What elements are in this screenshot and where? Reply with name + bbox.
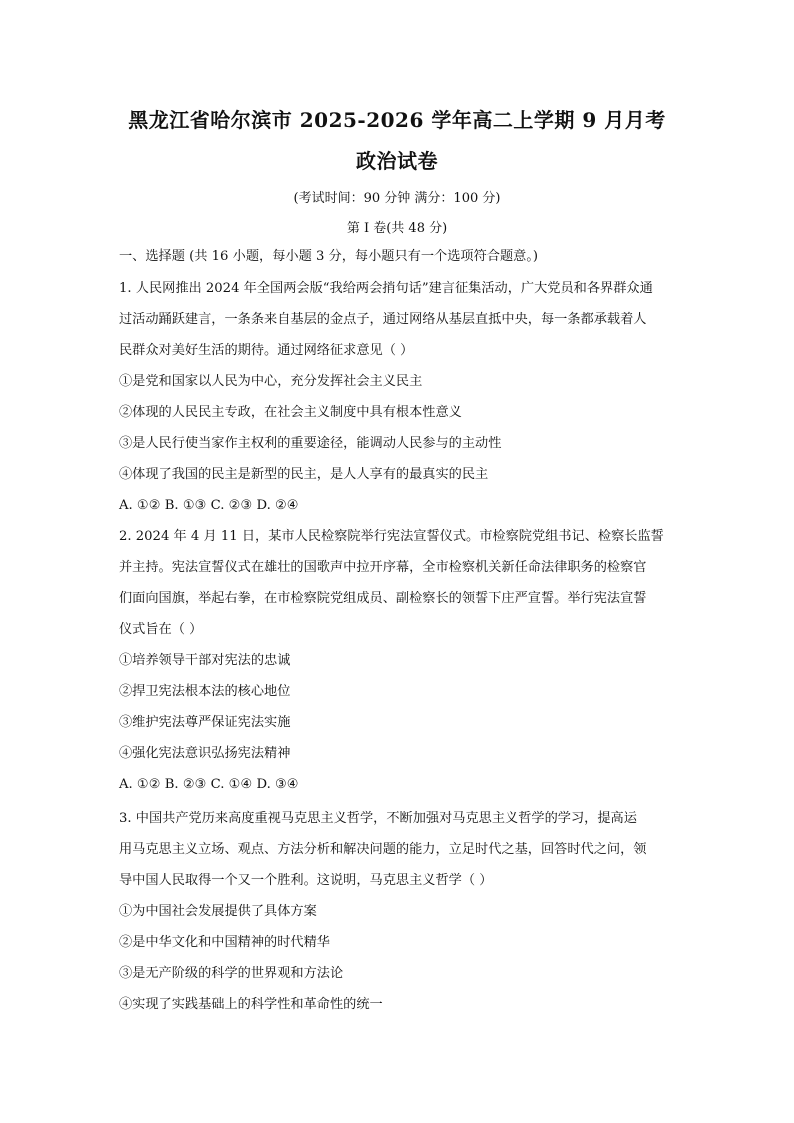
volume-label: 第 I 卷(共 48 分) [346, 221, 448, 236]
question-1-stem-line-3: 民群众对美好生活的期待。通过网络征求意见（ ） [119, 343, 414, 358]
question-2-item-1: ①培养领导干部对宪法的忠诚 [119, 653, 291, 668]
exam-subject-title: 政治试卷 [356, 149, 438, 173]
question-2-options: A. ①② B. ②③ C. ①④ D. ③④ [119, 777, 299, 792]
exam-title: 黑龙江省哈尔滨市 2025-2026 学年高二上学期 9 月月考 [128, 108, 666, 132]
question-2-item-4: ④强化宪法意识弘扬宪法精神 [119, 746, 291, 761]
question-1-stem-line-2: 过活动踊跃建言，一条条来自基层的金点子，通过网络从基层直抵中央，每一条都承载着人 [119, 312, 647, 327]
question-2-stem-line-4: 仪式旨在（ ） [119, 622, 203, 637]
question-3-item-3: ③是无产阶级的科学的世界观和方法论 [119, 966, 344, 981]
question-3-stem-line-3: 导中国人民取得一个又一个胜利。这说明，马克思主义哲学（ ） [119, 873, 493, 888]
question-2-item-2: ②捍卫宪法根本法的核心地位 [119, 684, 291, 699]
question-2-stem-line-1: 2. 2024 年 4 月 11 日，某市人民检察院举行宪法宣誓仪式。市检察院党组书记、检察长监誓 [119, 529, 664, 544]
question-2-item-3: ③维护宪法尊严保证宪法实施 [119, 715, 291, 730]
question-1-item-3: ③是人民行使当家作主权利的重要途径，能调动人民参与的主动性 [119, 436, 502, 451]
question-3-stem-line-1: 3. 中国共产党历来高度重视马克思主义哲学，不断加强对马克思主义哲学的学习，提高运 [119, 811, 637, 826]
section-heading: 一、选择题 (共 16 小题，每小题 3 分，每小题只有一个选项符合题意。) [119, 249, 539, 264]
question-1-item-2: ②体现的人民民主专政，在社会主义制度中具有根本性意义 [119, 405, 462, 420]
question-1-item-1: ①是党和国家以人民为中心，充分发挥社会主义民主 [119, 374, 423, 389]
question-1-stem-line-1: 1. 人民网推出 2024 年全国两会版“我给两会捎句话”建言征集活动，广大党员和各界群众通 [119, 281, 653, 296]
question-2-stem-line-3: 们面向国旗，举起右拳，在市检察院党组成员、副检察长的领誓下庄严宣誓。举行宪法宣誓 [119, 591, 647, 606]
question-2-stem-line-2: 并主持。宪法宣誓仪式在雄壮的国歌声中拉开序幕，全市检察机关新任命法律职务的检察官 [119, 560, 647, 575]
question-1-item-4: ④体现了我国的民主是新型的民主，是人人享有的最真实的民主 [119, 467, 489, 482]
question-3-item-4: ④实现了实践基础上的科学性和革命性的统一 [119, 997, 383, 1012]
question-3-item-2: ②是中华文化和中国精神的时代精华 [119, 935, 330, 950]
question-3-stem-line-2: 用马克思主义立场、观点、方法分析和解决问题的能力，立足时代之基，回答时代之问，领 [119, 842, 647, 857]
question-3-item-1: ①为中国社会发展提供了具体方案 [119, 904, 317, 919]
question-1-options: A. ①② B. ①③ C. ②③ D. ②④ [119, 498, 299, 513]
exam-info: (考试时间：90 分钟 满分：100 分) [293, 191, 501, 206]
